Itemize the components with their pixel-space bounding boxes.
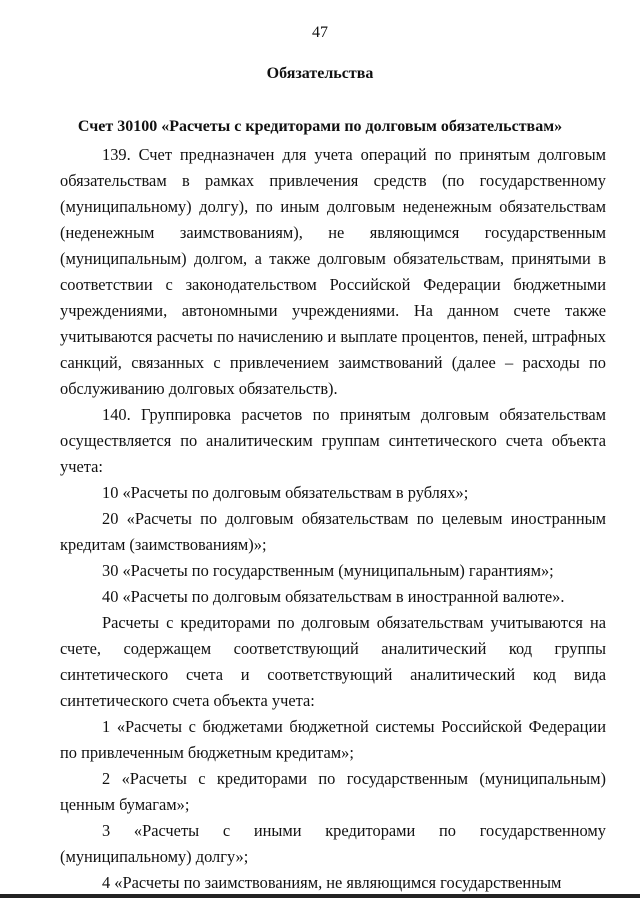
list-item-2: 2 «Расчеты с кредиторами по государственным (муниципальным) ценным бумагам»; <box>60 769 606 814</box>
list-item-20: 20 «Расчеты по долговым обязательствам по целевым иностранным кредитам (заимствованиям)»; <box>60 509 606 554</box>
list-item-30: 30 «Расчеты по государственным (муниципальным) гарантиям»; <box>102 561 554 580</box>
account-title: Счет 30100 «Расчеты с кредиторами по долговым обязательствам» <box>77 118 563 135</box>
section-title: Обязательства <box>266 65 374 82</box>
document-body <box>60 142 606 896</box>
list-item-4: 4 «Расчеты по заимствованиям, не являющимся государственным <box>102 873 562 892</box>
list-item-10: 10 «Расчеты по долговым обязательствам в рублях»; <box>102 483 469 502</box>
page-number: 47 <box>312 24 328 41</box>
paragraph-accounts-note: Расчеты с кредиторами по долговым обязательствам учитываются на счете, содержащем соответствующий аналитический код группы синтетического счета и соответствующий аналитический код вида синтетического счета объекта учета: <box>60 613 606 710</box>
paragraph-140: 140. Группировка расчетов по принятым долговым обязательствам осуществляется по аналитическим группам синтетического счета объекта учета: <box>60 405 606 476</box>
paragraph-139: 139. Счет предназначен для учета операций по принятым долговым обязательствам в рамках привлечения средств (по государственному (муниципальному) долгу), по иным долговым неденежным обязательствам (неденежным заимствованиям), не являющимся государственным (муниципальным) долгом, а также долговым обязательствам, принятыми в соответствии с законодательством Российской Федерации бюджетными учреждениями, автономными учреждениями. На данном счете также учитываются расчеты по начислению и выплате процентов, пеней, штрафных санкций, связанных с привлечением заимствований (далее – расходы по обслуживанию долговых обязательств). <box>60 145 606 398</box>
list-item-3: 3 «Расчеты с иными кредиторами по государственному (муниципальному) долгу»; <box>60 821 606 866</box>
list-item-40: 40 «Расчеты по долговым обязательствам в иностранной валюте». <box>102 587 565 606</box>
scan-bottom-edge <box>0 894 640 898</box>
list-item-1: 1 «Расчеты с бюджетами бюджетной системы Российской Федерации по привлеченным бюджетным кредитам»; <box>60 717 606 762</box>
